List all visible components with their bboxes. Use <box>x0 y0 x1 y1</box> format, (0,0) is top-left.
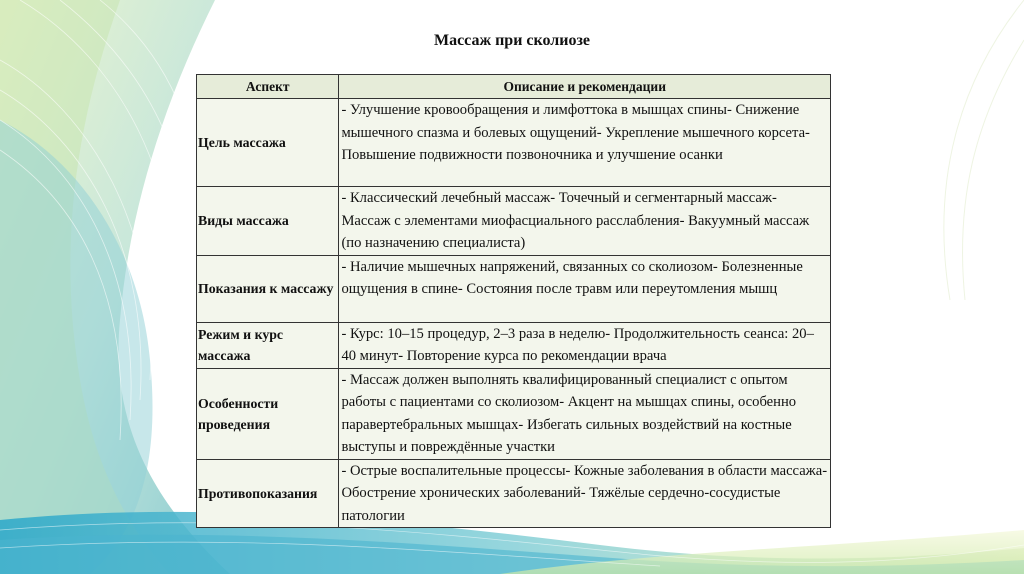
table-row <box>197 368 831 459</box>
table-row <box>197 322 831 368</box>
description-cell: - Наличие мышечных напряжений, связанных со сколиозом- Болезненные ощущения в спине- Состояния после травм или переутомления мышц <box>339 255 831 322</box>
aspect-cell: Виды массажа <box>197 187 339 256</box>
aspect-cell: Показания к массажу <box>197 255 339 322</box>
aspect-cell: Режим и курс массажа <box>197 322 339 368</box>
table-row <box>197 187 831 256</box>
header-aspect: Аспект <box>197 75 339 99</box>
slide-title: Массаж при сколиозе <box>433 32 591 49</box>
aspect-cell: Противопоказания <box>197 459 339 528</box>
description-cell: - Курс: 10–15 процедур, 2–3 раза в неделю- Продолжительность сеанса: 20–40 минут- Повторение курса по рекомендации врача <box>339 322 831 368</box>
massage-table <box>196 74 831 528</box>
aspect-cell: Цель массажа <box>197 99 339 187</box>
aspect-cell: Особенности проведения <box>197 368 339 459</box>
table-row <box>197 459 831 528</box>
description-cell: - Массаж должен выполнять квалифицированный специалист с опытом работы с пациентами со сколиозом- Акцент на мышцах спины, особенно паравертебральных мышцах- Избегать сильных воздействий на костные выступы и повреждённые участки <box>339 368 831 459</box>
table-header-row <box>197 75 831 99</box>
description-cell: - Улучшение кровообращения и лимфоттока в мышцах спины- Снижение мышечного спазма и болевых ощущений- Укрепление мышечного корсета- Повышение подвижности позвоночника и улучшение осанки <box>339 99 831 187</box>
description-cell: - Классический лечебный массаж- Точечный и сегментарный массаж- Массаж с элементами миофасциального расслабления- Вакуумный массаж (по назначению специалиста) <box>339 187 831 256</box>
header-description: Описание и рекомендации <box>339 75 831 99</box>
table-row <box>197 255 831 322</box>
table-row <box>197 99 831 187</box>
description-cell: - Острые воспалительные процессы- Кожные заболевания в области массажа- Обострение хронических заболеваний- Тяжёлые сердечно-сосудистые патологии <box>339 459 831 528</box>
